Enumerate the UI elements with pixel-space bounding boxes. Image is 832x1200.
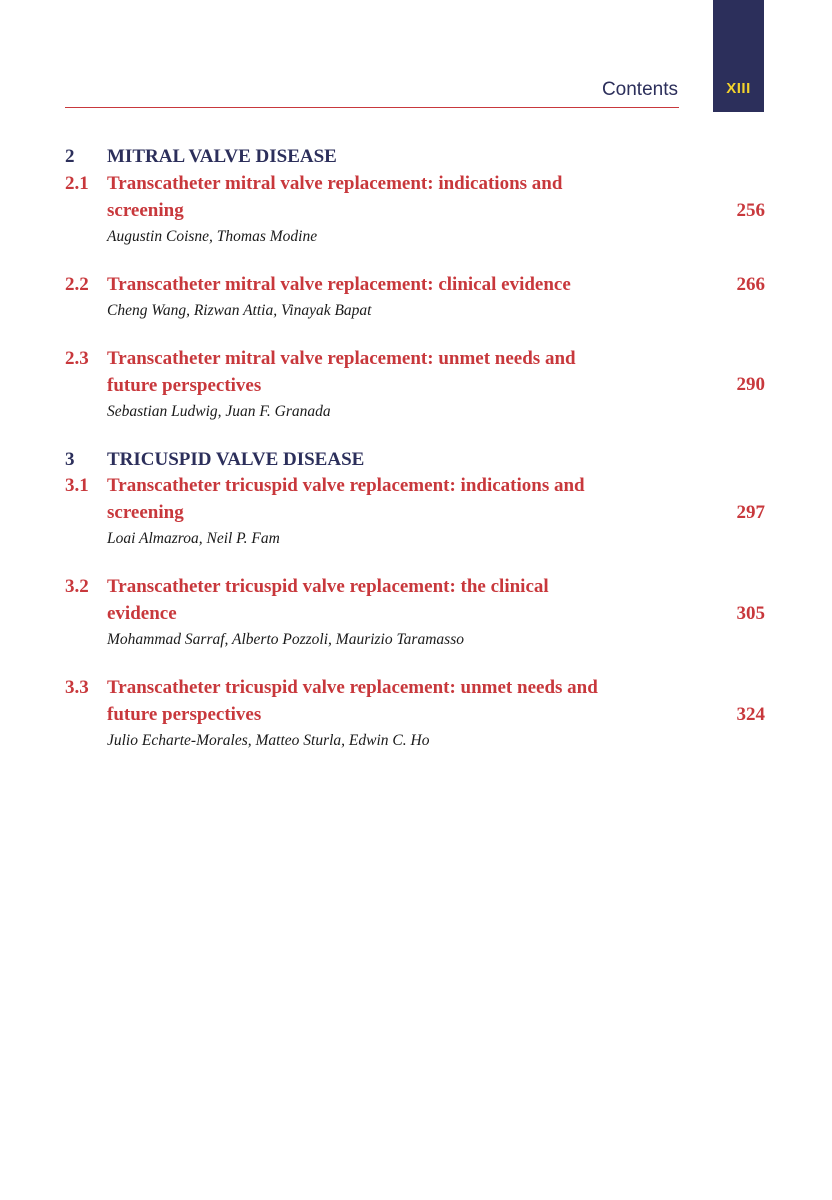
page-number: XIII xyxy=(726,80,751,97)
chapter-number: 3.1 xyxy=(65,475,89,496)
chapter-number: 2.2 xyxy=(65,274,89,295)
chapter-title-line: Transcatheter tricuspid valve replacement: unmet needs and xyxy=(107,677,598,698)
chapter-page-number: 290 xyxy=(736,374,765,395)
part-number: 3 xyxy=(65,449,75,470)
chapter-number: 2.3 xyxy=(65,348,89,369)
chapter-authors: Loai Almazroa, Neil P. Fam xyxy=(107,530,280,547)
chapter-title-line: future perspectives xyxy=(107,375,262,396)
chapter-authors: Mohammad Sarraf, Alberto Pozzoli, Maurizio Taramasso xyxy=(107,631,464,648)
chapter-title-line: Transcatheter tricuspid valve replacement: indications and xyxy=(107,475,585,496)
chapter-authors: Cheng Wang, Rizwan Attia, Vinayak Bapat xyxy=(107,302,372,319)
chapter-title-line: evidence xyxy=(107,603,177,624)
chapter-title xyxy=(107,170,707,224)
chapter-title xyxy=(107,345,707,399)
chapter-title xyxy=(107,472,707,526)
chapter-authors: Sebastian Ludwig, Juan F. Granada xyxy=(107,403,331,420)
chapter-number: 3.2 xyxy=(65,576,89,597)
chapter-title-line: Transcatheter mitral valve replacement: unmet needs and xyxy=(107,348,576,369)
part-title: TRICUSPID VALVE DISEASE xyxy=(107,449,365,470)
header-rule xyxy=(65,107,679,108)
chapter-page-number: 266 xyxy=(736,274,765,295)
chapter-title-line: future perspectives xyxy=(107,704,262,725)
chapter-title xyxy=(107,271,707,298)
chapter-title-line: Transcatheter mitral valve replacement: indications and xyxy=(107,173,563,194)
chapter-title-line: screening xyxy=(107,502,184,523)
part-title: MITRAL VALVE DISEASE xyxy=(107,146,337,167)
chapter-title xyxy=(107,573,707,627)
chapter-page-number: 297 xyxy=(736,502,765,523)
chapter-title xyxy=(107,674,707,728)
running-header: Contents xyxy=(601,79,678,100)
chapter-authors: Augustin Coisne, Thomas Modine xyxy=(107,228,318,245)
chapter-page-number: 256 xyxy=(736,200,765,221)
chapter-authors: Julio Echarte-Morales, Matteo Sturla, Edwin C. Ho xyxy=(107,732,430,749)
chapter-title-line: Transcatheter tricuspid valve replacement: the clinical xyxy=(107,576,549,597)
chapter-page-number: 305 xyxy=(736,603,765,624)
chapter-page-number: 324 xyxy=(736,704,765,725)
chapter-number: 3.3 xyxy=(65,677,89,698)
chapter-number: 2.1 xyxy=(65,173,89,194)
chapter-title-line: screening xyxy=(107,200,184,221)
chapter-title-line: Transcatheter mitral valve replacement: clinical evidence xyxy=(107,274,571,295)
part-number: 2 xyxy=(65,146,75,167)
